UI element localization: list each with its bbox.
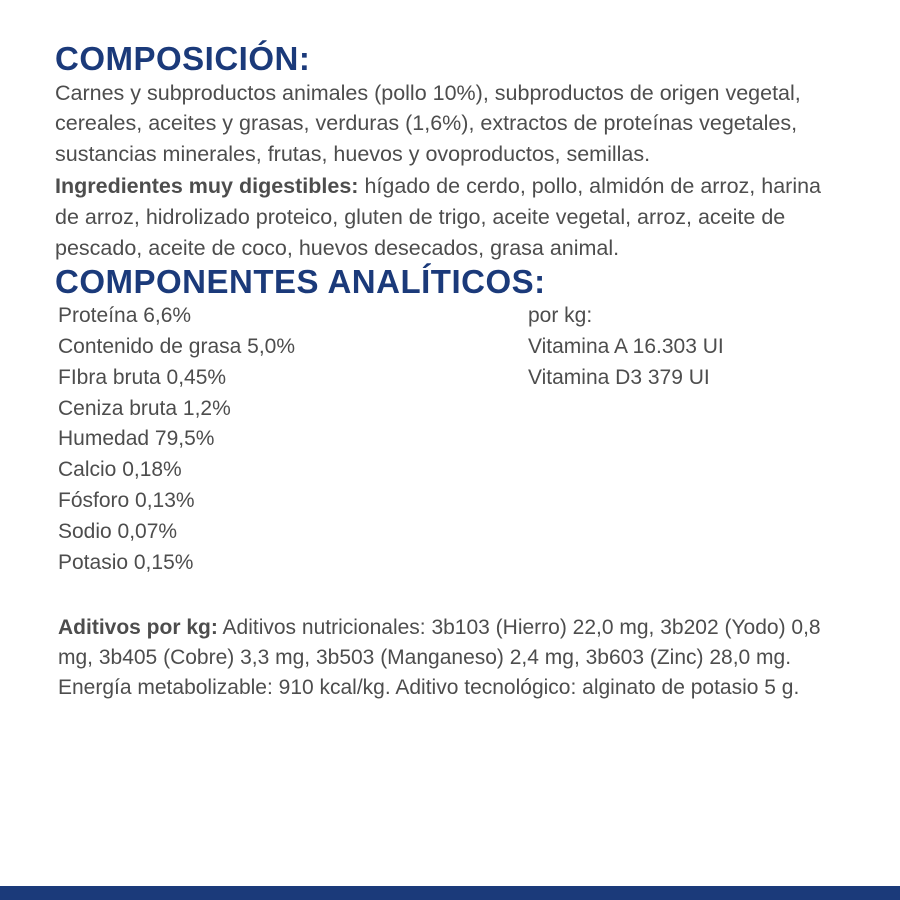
analytical-left-column (58, 301, 528, 579)
analytical-columns (55, 301, 845, 579)
additives-paragraph (55, 613, 845, 704)
vitamins-unit-label: por kg: (528, 303, 593, 327)
analytical-item: Potasio 0,15% (58, 550, 194, 574)
analytical-item: Proteína 6,6% (58, 303, 192, 327)
analytical-item: Ceniza bruta 1,2% (58, 396, 231, 420)
analytical-right-column (528, 301, 845, 394)
additives-text: Aditivos nutricionales: 3b103 (Hierro) 22,0 mg, 3b202 (Yodo) 0,8 mg, 3b405 (Cobre) 3,3 mg, 3b503 (Manganeso) 2,4 mg, 3b603 (Zinc) 28,0 mg. Energía metabolizable: 910 kcal/kg. Aditivo tecnológico: alginato de potasio 5 g. (58, 615, 821, 700)
analytical-item: Calcio 0,18% (58, 458, 182, 482)
analytical-item: Vitamina A 16.303 UI (528, 334, 724, 358)
digestible-ingredients-paragraph (55, 171, 845, 263)
analytical-heading: COMPONENTES ANALÍTICOS: (55, 263, 546, 301)
analytical-item: Contenido de grasa 5,0% (58, 334, 295, 358)
bottom-accent-bar (0, 886, 900, 900)
analytical-item: Fósforo 0,13% (58, 489, 195, 513)
composition-heading: COMPOSICIÓN: (55, 40, 311, 77)
analytical-item: Vitamina D3 379 UI (528, 365, 710, 389)
analytical-item: FIbra bruta 0,45% (58, 365, 227, 389)
composition-paragraph: Carnes y subproductos animales (pollo 10%), subproductos de origen vegetal, cereales, aceites y grasas, verduras (1,6%), extractos de proteínas vegetales, sustancias minerales, frutas, huevos y ovoproductos, semillas. (55, 80, 801, 166)
digestible-ingredients-label: Ingredientes muy digestibles: (55, 174, 359, 199)
analytical-item: Humedad 79,5% (58, 427, 215, 451)
analytical-item: Sodio 0,07% (58, 519, 178, 543)
digestible-ingredients-text: hígado de cerdo, pollo, almidón de arroz, harina de arroz, hidrolizado proteico, gluten de trigo, aceite vegetal, arroz, aceite de pescado, aceite de coco, huevos desecados, grasa animal. (55, 174, 822, 260)
additives-label: Aditivos por kg: (58, 615, 218, 639)
composition-body (55, 78, 845, 263)
